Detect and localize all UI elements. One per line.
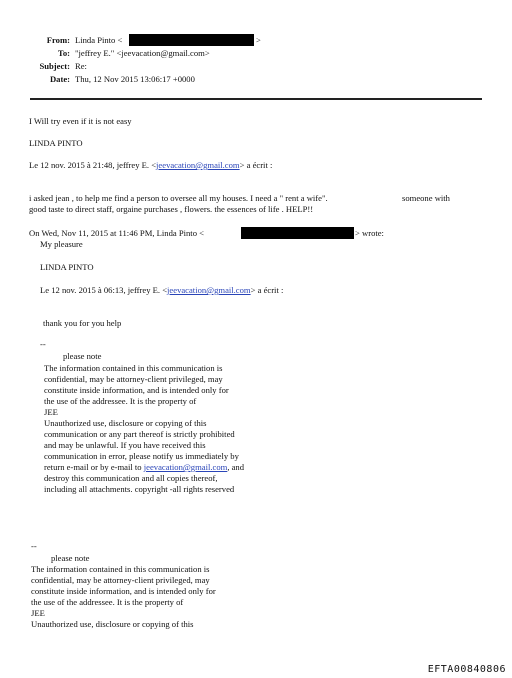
- date-label: Date:: [49, 74, 70, 84]
- to-value: "jeffrey E." <jeevacation@gmail.com>: [75, 48, 210, 58]
- redaction-bar: [241, 227, 354, 239]
- redaction-bar: [129, 34, 254, 46]
- notice-line-suffix: , and: [227, 462, 245, 472]
- notice-line: confidential, may be attorney-client privileged, may: [31, 575, 210, 585]
- request-line-2: good taste to direct staff, orgaine purchases , flowers. the essences of life . HELP!!: [29, 204, 314, 214]
- email-link[interactable]: jeevacation@gmail.com: [143, 462, 228, 472]
- quote-header-1-prefix: Le 12 nov. 2015 à 21:48, jeffrey E. <: [29, 160, 157, 170]
- quote-header-2: [40, 285, 283, 296]
- notice-line: destroy this communication and all copies thereof,: [44, 473, 218, 483]
- document-id: EFTA00840806: [427, 664, 506, 675]
- from-end: >: [256, 35, 261, 45]
- notice-line: and may be unlawful. If you have received this: [44, 440, 206, 450]
- notice-line: Unauthorized use, disclosure or copying of this: [31, 619, 194, 629]
- confidentiality-notice-1: [44, 363, 244, 495]
- request-line-1: i asked jean , to help me find a person to oversee all my houses. I need a " rent a wife".: [29, 193, 328, 203]
- from-label: From:: [46, 35, 70, 45]
- notice-line: communication in error, please notify us immediately by: [44, 451, 239, 461]
- notice-line: [44, 462, 244, 473]
- thanks-line: thank you for you help: [43, 318, 122, 328]
- to-label: To:: [57, 48, 70, 58]
- email-link[interactable]: jeevacation@gmail.com: [156, 160, 240, 170]
- notice-line: The information contained in this communication is: [31, 564, 210, 574]
- signature-2: LINDA PINTO: [40, 262, 94, 272]
- subject-value: Re:: [75, 61, 87, 71]
- quote-header-2-prefix: Le 12 nov. 2015 à 06:13, jeffrey E. <: [40, 285, 168, 295]
- wrote-line-suffix: > wrote:: [355, 228, 384, 238]
- notice-line: including all attachments. copyright -all rights reserved: [44, 484, 235, 494]
- signature: LINDA PINTO: [29, 138, 83, 148]
- wrote-line-prefix: On Wed, Nov 11, 2015 at 11:46 PM, Linda Pinto <: [29, 228, 204, 238]
- from-value: Linda Pinto <: [75, 35, 123, 45]
- quote-header-2-suffix: > a écrit :: [250, 285, 284, 295]
- notice-line: communication or any part thereof is strictly prohibited: [44, 429, 235, 439]
- quote-header-1: [29, 160, 272, 171]
- notice-title: please note: [63, 351, 102, 361]
- notice-line: the use of the addressee. It is the property of: [31, 597, 184, 607]
- notice-line: the use of the addressee. It is the property of: [44, 396, 197, 406]
- header-divider: [30, 98, 482, 100]
- notice-line: constitute inside information, and is intended only for: [44, 385, 229, 395]
- notice-line: The information contained in this communication is: [44, 363, 223, 373]
- request-line-1-tail: someone with: [402, 193, 450, 203]
- notice-line: JEE: [44, 407, 58, 417]
- notice-line: JEE: [31, 608, 45, 618]
- quote-header-1-suffix: > a écrit :: [239, 160, 273, 170]
- notice-line: Unauthorized use, disclosure or copying of this: [44, 418, 207, 428]
- my-pleasure: My pleasure: [40, 239, 83, 249]
- confidentiality-notice-2: [31, 564, 216, 630]
- date-value: Thu, 12 Nov 2015 13:06:17 +0000: [75, 74, 195, 84]
- notice-line: confidential, may be attorney-client privileged, may: [44, 374, 223, 384]
- notice-line: constitute inside information, and is intended only for: [31, 586, 216, 596]
- notice-line-prefix: return e-mail or by e-mail to: [44, 462, 144, 472]
- notice-title-2: please note: [51, 553, 90, 563]
- separator-dash: --: [40, 339, 46, 349]
- separator-dash: --: [31, 541, 37, 551]
- subject-label: Subject:: [39, 61, 70, 71]
- email-link[interactable]: jeevacation@gmail.com: [167, 285, 251, 295]
- reply-text: I Will try even if it is not easy: [29, 116, 132, 126]
